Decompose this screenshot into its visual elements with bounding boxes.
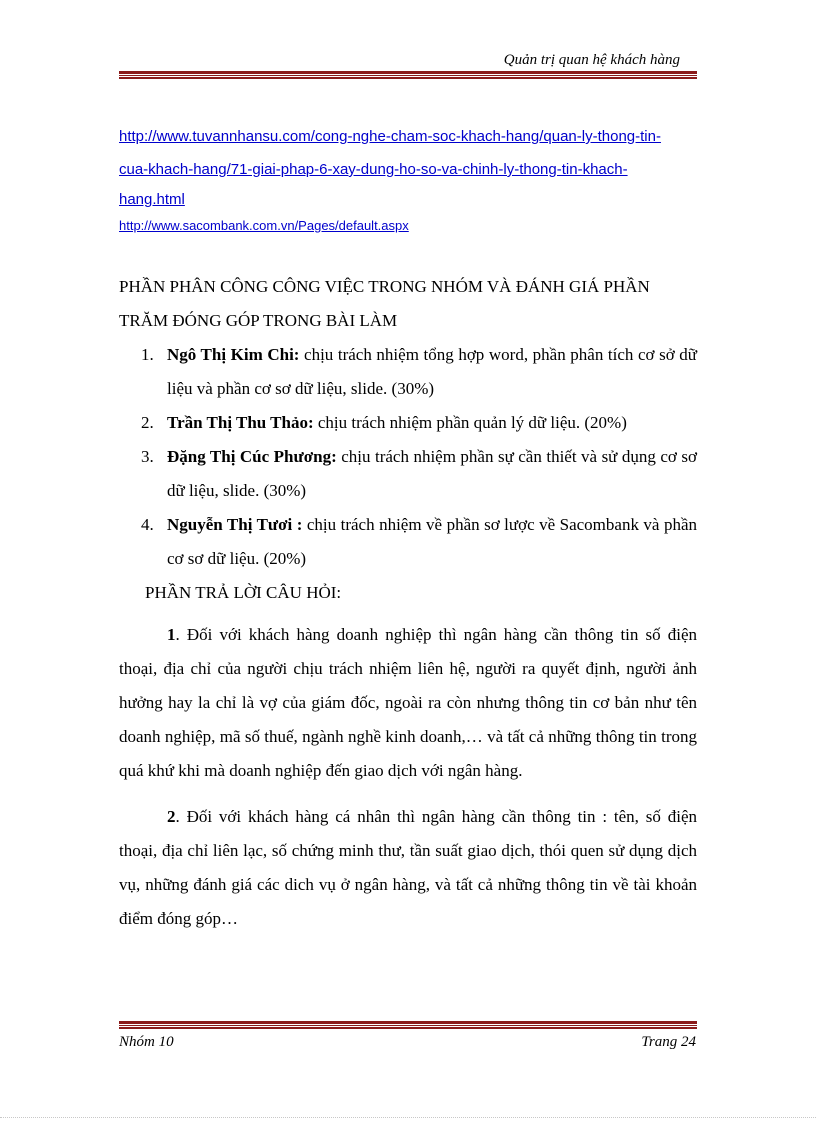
footer-rule <box>119 1021 697 1029</box>
reference-link-sacombank[interactable]: http://www.sacombank.com.vn/Pages/default.aspx <box>119 218 409 233</box>
reference-link-line-1[interactable]: http://www.tuvannhansu.com/cong-nghe-cham-soc-khach-hang/quan-ly-thong-tin- <box>119 128 661 145</box>
item-number: 3. <box>141 447 154 466</box>
list-item <box>119 406 697 440</box>
member-name: Trần Thị Thu Thảo: <box>167 413 314 432</box>
reference-link-line-3[interactable]: hang.html <box>119 191 185 208</box>
answers-heading: PHẦN TRẢ LỜI CÂU HỎI: <box>145 583 342 602</box>
member-name: Đặng Thị Cúc Phương: <box>167 447 337 466</box>
assignment-heading: PHẦN PHÂN CÔNG CÔNG VIỆC TRONG NHÓM VÀ ĐÁNH GIÁ PHẦN TRĂM ĐÓNG GÓP TRONG BÀI LÀM <box>119 277 650 330</box>
list-item <box>119 508 697 576</box>
item-number: 1. <box>141 345 154 364</box>
reference-link-line-2[interactable]: cua-khach-hang/71-giai-phap-6-xay-dung-ho-so-va-chinh-ly-thong-tin-khach- <box>119 161 628 178</box>
answer-text: . Đối với khách hàng doanh nghiệp thì ngân hàng cần thông tin số điện thoại, địa chỉ của người chịu trách nhiệm liên hệ, người ra quyết định, người ảnh hưởng hay la chỉ là vợ của giám đốc, ngoài ra còn nhưng thông tin cơ bản như tên doanh nghiệp, mã số thuế, ngành nghề kinh doanh,… và tất cả những thông tin trong quá khứ khi mà doanh nghiệp đến giao dịch với ngân hàng. <box>119 625 697 780</box>
answer-text: . Đối với khách hàng cá nhân thì ngân hàng cần thông tin : tên, số điện thoại, địa chỉ liên lạc, số chứng minh thư, tần suất giao dịch, thói quen sử dụng dịch vụ, những đánh giá các dich vụ ở ngân hàng, và tất cả những thông tin về tài khoản điểm đóng góp… <box>119 807 697 928</box>
footer-group: Nhóm 10 <box>119 1034 174 1050</box>
answer-number: 2 <box>167 807 176 826</box>
header-rule <box>119 71 697 79</box>
header-title: Quản trị quan hệ khách hàng <box>503 52 680 68</box>
member-list <box>119 338 697 576</box>
member-name: Ngô Thị Kim Chi: <box>167 345 300 364</box>
page-boundary <box>0 1117 816 1118</box>
list-item <box>119 338 697 406</box>
member-task: chịu trách nhiệm phần sự cần thiết và sử dụng cơ sơ dữ liệu, slide. (30%) <box>167 447 697 500</box>
member-task: chịu trách nhiệm tổng hợp word, phần phân tích cơ sở dữ liệu và phần cơ sơ dữ liệu, slide. (30%) <box>167 345 697 398</box>
footer-page-number: Trang 24 <box>641 1034 696 1050</box>
reference-links <box>119 120 699 236</box>
member-task: chịu trách nhiệm phần quản lý dữ liệu. (20%) <box>313 413 627 432</box>
answer-number: 1 <box>167 625 176 644</box>
member-name: Nguyễn Thị Tươi : <box>167 515 303 534</box>
member-task: chịu trách nhiệm về phần sơ lược về Sacombank và phần cơ sơ dữ liệu. (20%) <box>167 515 697 568</box>
answer-paragraph-1 <box>119 618 697 788</box>
main-content <box>119 270 697 936</box>
item-number: 2. <box>141 413 154 432</box>
answer-paragraph-2 <box>119 800 697 936</box>
item-number: 4. <box>141 515 154 534</box>
list-item <box>119 440 697 508</box>
